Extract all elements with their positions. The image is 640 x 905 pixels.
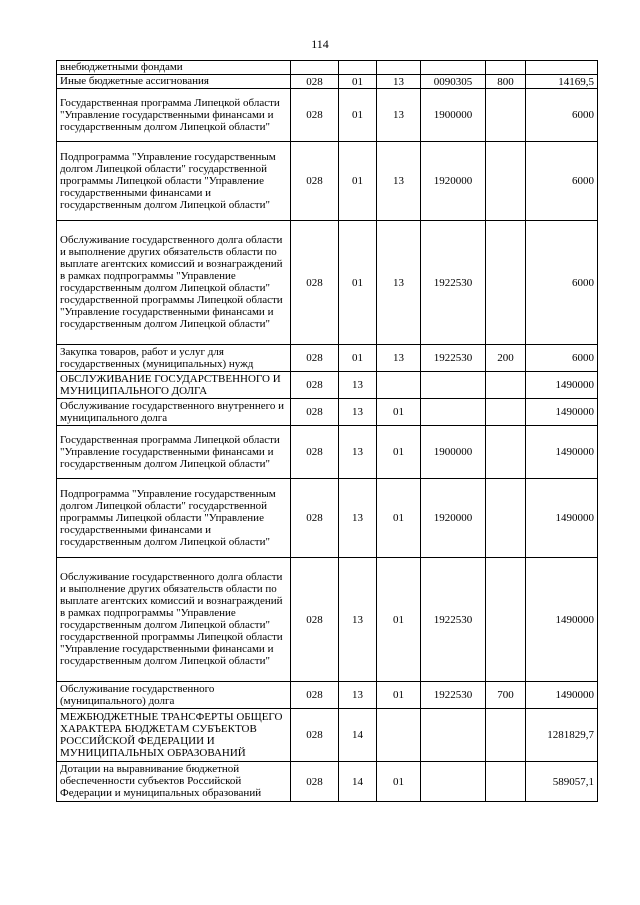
target-article-code: 0090305	[421, 75, 486, 89]
subsection-code	[377, 709, 421, 762]
amount	[526, 61, 598, 75]
section-code: 13	[339, 479, 377, 558]
section-code: 13	[339, 558, 377, 682]
table-row	[57, 221, 598, 345]
expense-type-code	[486, 142, 526, 221]
item-name: Иные бюджетные ассигнования	[57, 75, 291, 89]
subsection-code: 13	[377, 221, 421, 345]
ved-code: 028	[291, 89, 339, 142]
target-article-code	[421, 399, 486, 426]
section-code: 01	[339, 75, 377, 89]
section-code: 14	[339, 762, 377, 802]
budget-table	[56, 60, 598, 802]
amount: 6000	[526, 221, 598, 345]
section-code: 13	[339, 426, 377, 479]
item-name: Государственная программа Липецкой области "Управление государственными финансами и государственным долгом Липецкой области"	[57, 426, 291, 479]
amount: 1281829,7	[526, 709, 598, 762]
table-row	[57, 479, 598, 558]
budget-table-body	[57, 61, 598, 802]
table-row	[57, 558, 598, 682]
expense-type-code	[486, 709, 526, 762]
expense-type-code: 200	[486, 345, 526, 372]
ved-code: 028	[291, 426, 339, 479]
expense-type-code	[486, 762, 526, 802]
table-row	[57, 372, 598, 399]
expense-type-code: 800	[486, 75, 526, 89]
ved-code: 028	[291, 762, 339, 802]
item-name: Обслуживание государственного (муниципального) долга	[57, 682, 291, 709]
target-article-code: 1920000	[421, 479, 486, 558]
amount: 1490000	[526, 426, 598, 479]
ved-code: 028	[291, 372, 339, 399]
item-name: Закупка товаров, работ и услуг для государственных (муниципальных) нужд	[57, 345, 291, 372]
amount: 1490000	[526, 399, 598, 426]
amount: 6000	[526, 142, 598, 221]
subsection-code: 01	[377, 558, 421, 682]
ved-code: 028	[291, 399, 339, 426]
amount: 1490000	[526, 558, 598, 682]
section-code: 01	[339, 221, 377, 345]
ved-code: 028	[291, 345, 339, 372]
ved-code: 028	[291, 221, 339, 345]
expense-type-code	[486, 221, 526, 345]
ved-code: 028	[291, 709, 339, 762]
subsection-code: 01	[377, 426, 421, 479]
table-row	[57, 61, 598, 75]
target-article-code: 1922530	[421, 682, 486, 709]
subsection-code: 01	[377, 399, 421, 426]
table-row	[57, 142, 598, 221]
item-name: Обслуживание государственного долга области и выполнение других обязательств области по выплате агентских комиссий и вознаграждений в рамках подпрограммы "Управление государственным долгом Липецкой области" государственной программы Липецкой области "Управление государственными финансами и государственным долгом Липецкой области"	[57, 558, 291, 682]
target-article-code: 1922530	[421, 221, 486, 345]
amount: 1490000	[526, 682, 598, 709]
subsection-code	[377, 61, 421, 75]
expense-type-code	[486, 399, 526, 426]
subsection-code: 01	[377, 682, 421, 709]
table-row	[57, 345, 598, 372]
target-article-code	[421, 61, 486, 75]
section-code: 13	[339, 682, 377, 709]
item-name: Подпрограмма "Управление государственным долгом Липецкой области" государственной программы Липецкой области "Управление государственными финансами и государственным долгом Липецкой области"	[57, 479, 291, 558]
target-article-code: 1900000	[421, 89, 486, 142]
section-code: 01	[339, 89, 377, 142]
ved-code	[291, 61, 339, 75]
expense-type-code	[486, 89, 526, 142]
subsection-code: 13	[377, 89, 421, 142]
amount: 6000	[526, 345, 598, 372]
amount: 589057,1	[526, 762, 598, 802]
amount: 1490000	[526, 479, 598, 558]
expense-type-code	[486, 426, 526, 479]
subsection-code: 13	[377, 142, 421, 221]
table-row	[57, 89, 598, 142]
amount: 14169,5	[526, 75, 598, 89]
table-row	[57, 426, 598, 479]
item-name: Подпрограмма "Управление государственным долгом Липецкой области" государственной программы Липецкой области "Управление государственными финансами и государственным долгом Липецкой области"	[57, 142, 291, 221]
ved-code: 028	[291, 75, 339, 89]
item-name: МЕЖБЮДЖЕТНЫЕ ТРАНСФЕРТЫ ОБЩЕГО ХАРАКТЕРА БЮДЖЕТАМ СУБЪЕКТОВ РОССИЙСКОЙ ФЕДЕРАЦИИ И МУНИЦИПАЛЬНЫХ ОБРАЗОВАНИЙ	[57, 709, 291, 762]
subsection-code: 01	[377, 762, 421, 802]
target-article-code: 1920000	[421, 142, 486, 221]
subsection-code: 01	[377, 479, 421, 558]
target-article-code	[421, 372, 486, 399]
ved-code: 028	[291, 682, 339, 709]
target-article-code: 1922530	[421, 345, 486, 372]
section-code: 14	[339, 709, 377, 762]
table-row	[57, 75, 598, 89]
section-code: 13	[339, 399, 377, 426]
item-name: Обслуживание государственного долга области и выполнение других обязательств области по выплате агентских комиссий и вознаграждений в рамках подпрограммы "Управление государственным долгом Липецкой области" государственной программы Липецкой области "Управление государственными финансами и государственным долгом Липецкой области"	[57, 221, 291, 345]
table-row	[57, 709, 598, 762]
section-code: 13	[339, 372, 377, 399]
target-article-code	[421, 762, 486, 802]
target-article-code	[421, 709, 486, 762]
subsection-code: 13	[377, 75, 421, 89]
page-number: 114	[311, 37, 329, 51]
expense-type-code	[486, 558, 526, 682]
expense-type-code: 700	[486, 682, 526, 709]
target-article-code: 1922530	[421, 558, 486, 682]
target-article-code: 1900000	[421, 426, 486, 479]
expense-type-code	[486, 372, 526, 399]
ved-code: 028	[291, 479, 339, 558]
item-name: Обслуживание государственного внутреннего и муниципального долга	[57, 399, 291, 426]
expense-type-code	[486, 479, 526, 558]
amount: 1490000	[526, 372, 598, 399]
amount: 6000	[526, 89, 598, 142]
section-code: 01	[339, 142, 377, 221]
ved-code: 028	[291, 142, 339, 221]
table-row	[57, 762, 598, 802]
item-name: Государственная программа Липецкой области "Управление государственными финансами и государственным долгом Липецкой области"	[57, 89, 291, 142]
subsection-code: 13	[377, 345, 421, 372]
item-name: внебюджетными фондами	[57, 61, 291, 75]
ved-code: 028	[291, 558, 339, 682]
table-row	[57, 399, 598, 426]
item-name: Дотации на выравнивание бюджетной обеспеченности субъектов Российской Федерации и муниципальных образований	[57, 762, 291, 802]
section-code	[339, 61, 377, 75]
table-row	[57, 682, 598, 709]
subsection-code	[377, 372, 421, 399]
expense-type-code	[486, 61, 526, 75]
item-name: ОБСЛУЖИВАНИЕ ГОСУДАРСТВЕННОГО И МУНИЦИПАЛЬНОГО ДОЛГА	[57, 372, 291, 399]
section-code: 01	[339, 345, 377, 372]
